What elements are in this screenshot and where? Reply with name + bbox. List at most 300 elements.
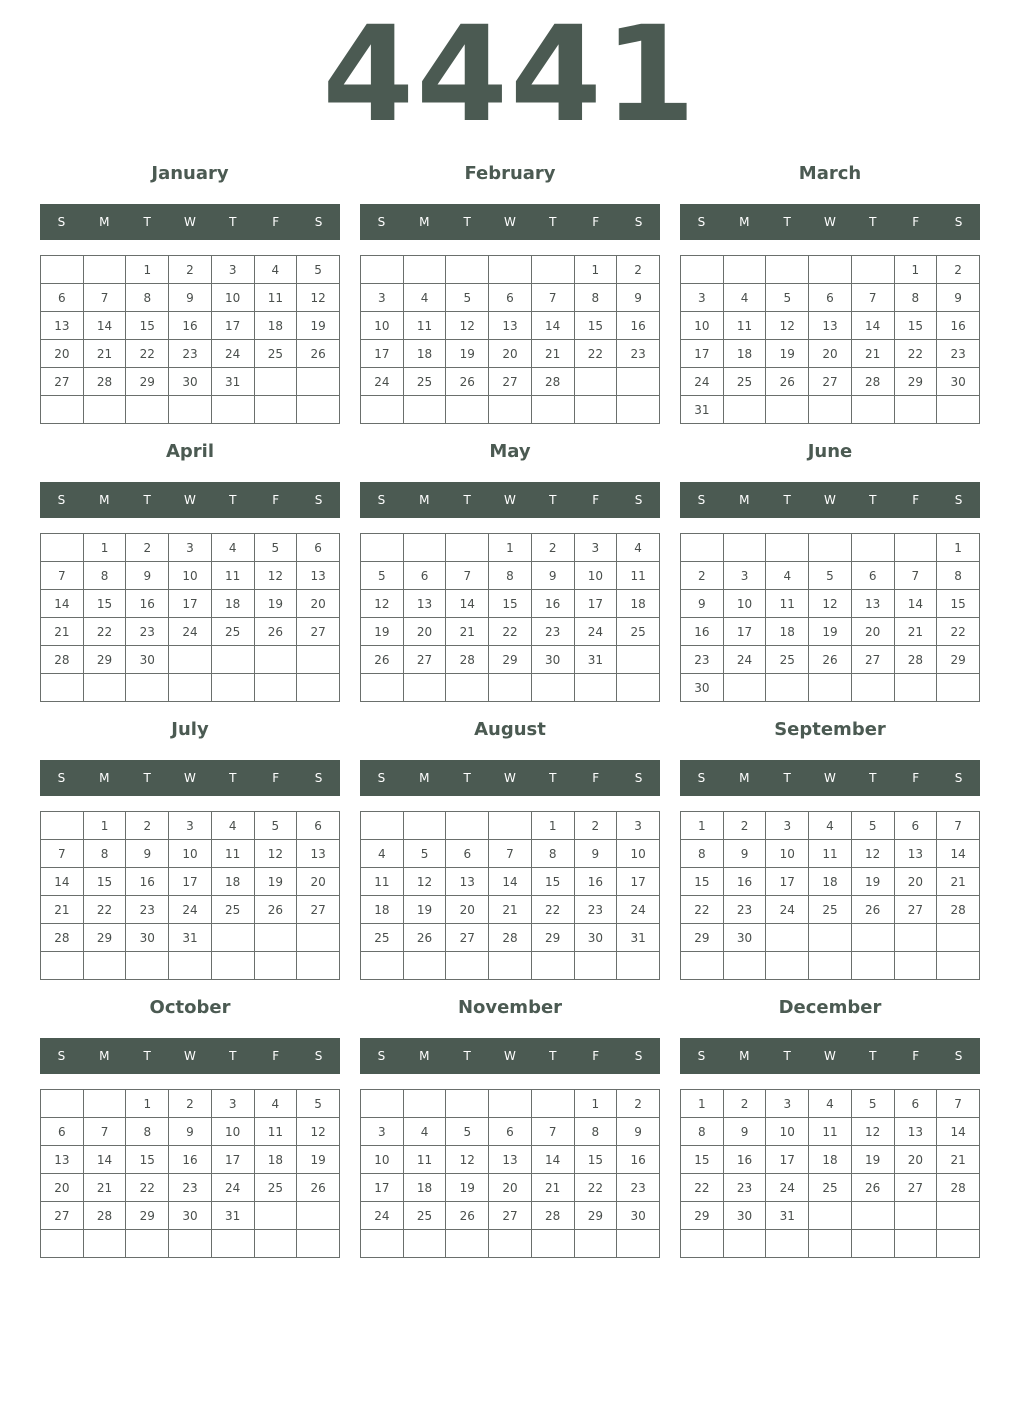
empty-cell	[809, 674, 852, 702]
empty-cell	[809, 924, 852, 952]
empty-cell	[254, 924, 297, 952]
week-row	[681, 812, 980, 840]
day-cell: 1	[681, 1090, 724, 1118]
day-cell: 7	[489, 840, 532, 868]
day-cell: 3	[169, 534, 212, 562]
weekday-header	[680, 760, 980, 796]
empty-cell	[809, 1230, 852, 1258]
day-cell: 26	[361, 646, 404, 674]
day-cell: 24	[723, 646, 766, 674]
weekday-label: T	[869, 1049, 877, 1063]
empty-cell	[41, 534, 84, 562]
month-title: January	[151, 163, 229, 184]
day-cell: 31	[211, 368, 254, 396]
week-row	[681, 646, 980, 674]
weekday-label: F	[912, 215, 920, 229]
weekday-label: M	[419, 493, 430, 507]
weekday-header	[360, 1038, 660, 1074]
week-row	[681, 368, 980, 396]
week-row	[41, 1146, 340, 1174]
empty-cell	[41, 256, 84, 284]
day-cell: 13	[894, 1118, 937, 1146]
weekday-label: T	[869, 493, 877, 507]
day-cell: 12	[446, 312, 489, 340]
empty-cell	[361, 256, 404, 284]
day-cell: 16	[574, 868, 617, 896]
day-cell: 31	[574, 646, 617, 674]
empty-cell	[766, 674, 809, 702]
day-cell: 26	[851, 1174, 894, 1202]
empty-cell	[403, 674, 446, 702]
empty-cell	[83, 1230, 126, 1258]
weekday-label: M	[419, 771, 430, 785]
day-cell: 1	[574, 1090, 617, 1118]
empty-cell	[574, 368, 617, 396]
empty-cell	[83, 952, 126, 980]
day-cell: 28	[531, 1202, 574, 1230]
day-cell: 8	[574, 1118, 617, 1146]
day-cell: 27	[489, 368, 532, 396]
week-row	[361, 618, 660, 646]
day-cell: 13	[809, 312, 852, 340]
day-cell: 15	[126, 1146, 169, 1174]
day-cell: 27	[297, 896, 340, 924]
day-cell: 12	[851, 840, 894, 868]
weekday-label: S	[377, 1049, 386, 1063]
week-row	[681, 952, 980, 980]
day-cell: 5	[446, 284, 489, 312]
empty-cell	[894, 924, 937, 952]
day-cell: 11	[723, 312, 766, 340]
day-cell: 22	[83, 618, 126, 646]
empty-cell	[361, 396, 404, 424]
weekday-label: T	[143, 493, 151, 507]
day-cell: 15	[489, 590, 532, 618]
day-cell: 6	[851, 562, 894, 590]
day-cell: 22	[937, 618, 980, 646]
week-row	[361, 1202, 660, 1230]
day-cell: 25	[211, 618, 254, 646]
week-row	[41, 1202, 340, 1230]
weekday-label: S	[697, 1049, 706, 1063]
empty-cell	[574, 396, 617, 424]
day-cell: 20	[489, 340, 532, 368]
empty-cell	[851, 256, 894, 284]
day-cell: 13	[297, 840, 340, 868]
day-cell: 12	[403, 868, 446, 896]
empty-cell	[83, 256, 126, 284]
day-cell: 26	[446, 368, 489, 396]
day-cell: 9	[681, 590, 724, 618]
day-cell: 23	[617, 1174, 660, 1202]
day-cell: 27	[41, 368, 84, 396]
day-cell: 18	[617, 590, 660, 618]
day-cell: 16	[937, 312, 980, 340]
month-title: October	[149, 997, 231, 1018]
weekday-label: M	[99, 771, 110, 785]
day-cell: 15	[681, 868, 724, 896]
empty-cell	[809, 396, 852, 424]
month-title: July	[171, 719, 209, 740]
empty-cell	[403, 534, 446, 562]
empty-cell	[361, 812, 404, 840]
day-cell: 2	[617, 256, 660, 284]
day-cell: 2	[169, 256, 212, 284]
day-cell: 26	[766, 368, 809, 396]
empty-cell	[723, 674, 766, 702]
day-cell: 17	[723, 618, 766, 646]
empty-cell	[211, 1230, 254, 1258]
day-cell: 4	[361, 840, 404, 868]
empty-cell	[126, 1230, 169, 1258]
day-cell: 14	[41, 868, 84, 896]
empty-cell	[403, 952, 446, 980]
week-row	[681, 674, 980, 702]
empty-cell	[894, 952, 937, 980]
day-cell: 7	[41, 562, 84, 590]
empty-cell	[297, 646, 340, 674]
day-cell: 14	[446, 590, 489, 618]
day-cell: 1	[126, 1090, 169, 1118]
weekday-label: W	[824, 1049, 836, 1063]
day-cell: 7	[83, 284, 126, 312]
day-cell: 22	[126, 1174, 169, 1202]
empty-cell	[254, 396, 297, 424]
day-cell: 30	[531, 646, 574, 674]
day-cell: 28	[83, 368, 126, 396]
day-cell: 15	[83, 590, 126, 618]
day-cell: 24	[681, 368, 724, 396]
weekday-label: S	[634, 493, 643, 507]
empty-cell	[851, 1230, 894, 1258]
day-cell: 14	[41, 590, 84, 618]
day-cell: 7	[531, 284, 574, 312]
day-cell: 21	[489, 896, 532, 924]
week-row	[41, 1174, 340, 1202]
week-row	[41, 674, 340, 702]
week-row	[681, 1090, 980, 1118]
weekday-label: S	[697, 771, 706, 785]
week-row	[681, 618, 980, 646]
empty-cell	[766, 256, 809, 284]
day-cell: 24	[617, 896, 660, 924]
day-cell: 5	[403, 840, 446, 868]
day-cell: 6	[403, 562, 446, 590]
month-title: April	[165, 441, 215, 462]
day-cell: 14	[851, 312, 894, 340]
weekday-label: T	[869, 771, 877, 785]
weekday-label: M	[99, 493, 110, 507]
empty-cell	[403, 256, 446, 284]
week-row	[681, 1118, 980, 1146]
day-cell: 1	[574, 256, 617, 284]
empty-cell	[361, 952, 404, 980]
day-cell: 30	[723, 1202, 766, 1230]
day-cell: 26	[851, 896, 894, 924]
day-cell: 6	[41, 284, 84, 312]
day-cell: 3	[681, 284, 724, 312]
empty-cell	[617, 368, 660, 396]
weekday-label: M	[739, 771, 750, 785]
empty-cell	[169, 396, 212, 424]
day-cell: 19	[254, 590, 297, 618]
weekday-label: T	[229, 771, 237, 785]
week-row	[41, 590, 340, 618]
weekday-label: T	[463, 493, 471, 507]
weekday-label: W	[504, 215, 516, 229]
day-cell: 10	[766, 1118, 809, 1146]
day-cell: 24	[766, 896, 809, 924]
day-cell: 21	[531, 340, 574, 368]
day-cell: 26	[403, 924, 446, 952]
day-cell: 19	[766, 340, 809, 368]
day-cell: 24	[169, 618, 212, 646]
month-november	[360, 994, 660, 1264]
day-cell: 15	[681, 1146, 724, 1174]
day-cell: 10	[361, 1146, 404, 1174]
day-grid	[40, 255, 340, 424]
day-cell: 8	[574, 284, 617, 312]
day-cell: 1	[83, 812, 126, 840]
weekday-label: W	[184, 1049, 196, 1063]
day-cell: 18	[254, 1146, 297, 1174]
day-cell: 1	[83, 534, 126, 562]
day-cell: 17	[211, 1146, 254, 1174]
day-cell: 30	[681, 674, 724, 702]
weekday-label: M	[419, 215, 430, 229]
day-cell: 4	[723, 284, 766, 312]
day-cell: 5	[851, 1090, 894, 1118]
day-cell: 15	[531, 868, 574, 896]
weekday-label: S	[634, 1049, 643, 1063]
month-may	[360, 438, 660, 708]
month-title: August	[474, 719, 546, 740]
day-cell: 21	[41, 618, 84, 646]
day-cell: 17	[169, 590, 212, 618]
empty-cell	[169, 1230, 212, 1258]
day-cell: 18	[403, 1174, 446, 1202]
empty-cell	[254, 368, 297, 396]
empty-cell	[403, 1090, 446, 1118]
day-cell: 26	[254, 896, 297, 924]
week-row	[41, 646, 340, 674]
day-cell: 15	[126, 312, 169, 340]
weekday-label: W	[504, 493, 516, 507]
day-grid	[680, 533, 980, 702]
day-cell: 8	[83, 840, 126, 868]
weekday-label: S	[314, 215, 323, 229]
weekday-label: S	[634, 215, 643, 229]
day-cell: 4	[254, 256, 297, 284]
day-cell: 25	[617, 618, 660, 646]
empty-cell	[617, 952, 660, 980]
weekday-label: S	[954, 215, 963, 229]
day-cell: 3	[169, 812, 212, 840]
weekday-label: T	[549, 215, 557, 229]
week-row	[361, 1146, 660, 1174]
week-row	[361, 674, 660, 702]
day-cell: 19	[809, 618, 852, 646]
weekday-label: F	[272, 493, 280, 507]
empty-cell	[297, 952, 340, 980]
week-row	[681, 1230, 980, 1258]
empty-cell	[766, 952, 809, 980]
week-row	[41, 1230, 340, 1258]
weekday-label: T	[783, 493, 791, 507]
day-cell: 9	[937, 284, 980, 312]
day-cell: 2	[723, 1090, 766, 1118]
empty-cell	[851, 534, 894, 562]
day-cell: 29	[681, 924, 724, 952]
day-cell: 30	[574, 924, 617, 952]
weekday-label: S	[697, 493, 706, 507]
empty-cell	[446, 534, 489, 562]
day-cell: 5	[297, 1090, 340, 1118]
week-row	[41, 312, 340, 340]
day-cell: 18	[211, 868, 254, 896]
day-cell: 21	[851, 340, 894, 368]
day-cell: 16	[617, 312, 660, 340]
day-cell: 31	[617, 924, 660, 952]
weekday-header	[360, 482, 660, 518]
weekday-label: T	[549, 1049, 557, 1063]
day-cell: 15	[83, 868, 126, 896]
day-cell: 16	[126, 590, 169, 618]
empty-cell	[297, 396, 340, 424]
day-cell: 10	[211, 284, 254, 312]
day-cell: 31	[169, 924, 212, 952]
day-cell: 26	[446, 1202, 489, 1230]
month-title: November	[457, 997, 563, 1018]
day-cell: 29	[83, 646, 126, 674]
empty-cell	[851, 1202, 894, 1230]
day-cell: 11	[254, 1118, 297, 1146]
week-row	[361, 952, 660, 980]
month-august	[360, 716, 660, 986]
day-cell: 8	[531, 840, 574, 868]
day-cell: 28	[531, 368, 574, 396]
day-cell: 12	[297, 284, 340, 312]
day-cell: 28	[851, 368, 894, 396]
day-cell: 27	[297, 618, 340, 646]
month-title: December	[778, 997, 882, 1018]
day-cell: 20	[489, 1174, 532, 1202]
day-cell: 9	[531, 562, 574, 590]
weekday-label: S	[954, 771, 963, 785]
day-cell: 15	[574, 1146, 617, 1174]
weekday-label: T	[463, 215, 471, 229]
day-cell: 14	[894, 590, 937, 618]
empty-cell	[723, 1230, 766, 1258]
day-cell: 7	[531, 1118, 574, 1146]
day-cell: 28	[937, 1174, 980, 1202]
day-cell: 28	[41, 646, 84, 674]
weekday-label: T	[869, 215, 877, 229]
day-cell: 11	[254, 284, 297, 312]
day-cell: 22	[83, 896, 126, 924]
day-cell: 9	[617, 284, 660, 312]
day-cell: 10	[723, 590, 766, 618]
empty-cell	[446, 812, 489, 840]
day-cell: 1	[126, 256, 169, 284]
day-cell: 23	[126, 896, 169, 924]
week-row	[41, 868, 340, 896]
day-cell: 17	[361, 1174, 404, 1202]
day-cell: 8	[894, 284, 937, 312]
empty-cell	[489, 952, 532, 980]
month-title: March	[798, 163, 862, 184]
day-cell: 14	[937, 1118, 980, 1146]
day-cell: 28	[489, 924, 532, 952]
empty-cell	[41, 952, 84, 980]
day-cell: 27	[41, 1202, 84, 1230]
day-cell: 16	[723, 868, 766, 896]
empty-cell	[361, 534, 404, 562]
weekday-label: T	[143, 1049, 151, 1063]
day-cell: 24	[211, 1174, 254, 1202]
day-cell: 13	[297, 562, 340, 590]
empty-cell	[937, 952, 980, 980]
weekday-label: W	[824, 215, 836, 229]
day-cell: 28	[446, 646, 489, 674]
day-cell: 3	[766, 812, 809, 840]
week-row	[41, 562, 340, 590]
week-row	[361, 868, 660, 896]
day-cell: 14	[937, 840, 980, 868]
day-cell: 4	[809, 1090, 852, 1118]
day-cell: 5	[446, 1118, 489, 1146]
weekday-label: T	[143, 215, 151, 229]
day-cell: 9	[723, 840, 766, 868]
day-cell: 16	[169, 312, 212, 340]
month-february	[360, 160, 660, 430]
month-june	[680, 438, 980, 708]
day-cell: 15	[894, 312, 937, 340]
day-cell: 2	[126, 534, 169, 562]
day-grid	[360, 811, 660, 980]
day-cell: 30	[937, 368, 980, 396]
day-cell: 26	[297, 340, 340, 368]
empty-cell	[41, 1090, 84, 1118]
day-grid	[40, 533, 340, 702]
empty-cell	[254, 1230, 297, 1258]
day-cell: 14	[83, 1146, 126, 1174]
day-cell: 30	[617, 1202, 660, 1230]
day-cell: 17	[361, 340, 404, 368]
day-cell: 4	[809, 812, 852, 840]
weekday-label: T	[229, 215, 237, 229]
day-cell: 10	[617, 840, 660, 868]
week-row	[681, 840, 980, 868]
week-row	[681, 924, 980, 952]
empty-cell	[531, 674, 574, 702]
empty-cell	[489, 812, 532, 840]
day-cell: 11	[403, 1146, 446, 1174]
day-cell: 4	[211, 534, 254, 562]
empty-cell	[211, 952, 254, 980]
day-cell: 25	[723, 368, 766, 396]
day-cell: 18	[254, 312, 297, 340]
week-row	[361, 590, 660, 618]
empty-cell	[361, 674, 404, 702]
day-cell: 20	[297, 590, 340, 618]
day-grid	[680, 811, 980, 980]
empty-cell	[574, 952, 617, 980]
day-cell: 19	[446, 1174, 489, 1202]
empty-cell	[937, 1202, 980, 1230]
day-cell: 17	[766, 868, 809, 896]
day-cell: 29	[681, 1202, 724, 1230]
